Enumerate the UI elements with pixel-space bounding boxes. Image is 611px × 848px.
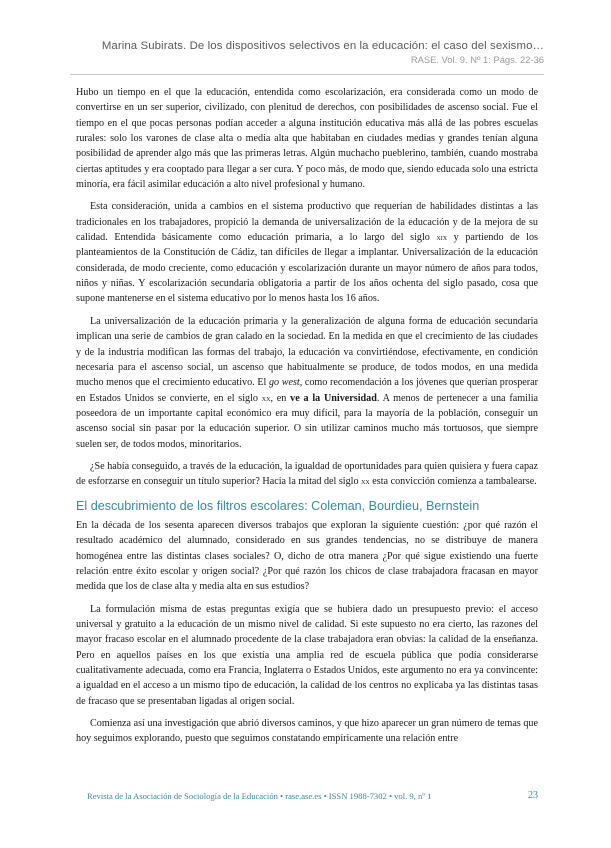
paragraph-3-text-d: . A menos de pertenecer a una familia poseedora de un importante capital económico era muy difícil, para la mayoría de la población, conseguir un ascenso social sin pasar por la educación superior. O sin utilizar caminos mucho más tortuosos, que siempre suelen ser, de todos modos, minoritarios. bbox=[76, 392, 539, 450]
paragraph-3-text-b: , como recomendación a los jóvenes que querían prosperar en Estados Unidos se convierte, en el siglo bbox=[76, 377, 538, 404]
paragraph-1: Hubo un tiempo en el que la educación, entendida como escolarización, era considerada como un modo de convertirse en un ser superior, civilizado, con plenitud de derechos, con posibilidades de ascenso social. Fue el tiempo en el que pocas personas podían acceder a alguna institución educativa más allá de las pobres escuelas rurales: solo los varones de clase alta o media alta que habitaban en ciudades medias y grandes tenían alguna posibilidad de aprender algo más que las primeras letras. Algún muchacho pueblerino, también, cuando mostraba ciertas aptitudes y era cooptado para llegar a ser cura. Y poco más, de modo que, siendo educada solo una estricta minoría, era fácil asimilar educación a alto nivel profesional y humano. bbox=[76, 87, 538, 191]
header-title: Marina Subirats. De los dispositivos selectivos en la educación: el caso del sexismo… bbox=[101, 40, 544, 52]
universidad-bold: ve a la Universidad bbox=[290, 392, 377, 404]
century-xix: xix bbox=[436, 232, 448, 243]
header-journal-ref: RASE. Vol. 9. Nº 1: Págs. 22-36 bbox=[410, 54, 544, 65]
go-west-italic: go west bbox=[268, 377, 300, 389]
paragraph-5: En la década de los sesenta aparecen diversos trabajos que exploran la siguiente cuestión: ¿por qué razón el resultado académico del alumnado, considerado en sus grandes tendencias, no se distribuye de manera homogénea entre las distintas clases sociales? O, dicho de otra manera ¿Por qué sigue existiendo una fuerte relación entre éxito escolar y origen social? ¿Por qué razón los chicos de clase trabajadora fracasan en mayor medida que los de clase alta y media alta en sus estudios? bbox=[76, 519, 538, 593]
header-divider bbox=[70, 74, 544, 75]
footer-journal: Revista de la Asociación de Sociología de la Educación • rase.ase.es • ISSN 1988-7302 • vol. 9, nº 1 bbox=[87, 791, 432, 801]
paragraph-2-text-a: Esta consideración, unida a cambios en el sistema productivo que requerían de habilidades distintas a las tradicionales en los trabajadores, propició la demanda de universalización de la educación y de la mejora de su calidad. Entendida básicamente como educación primaria, a lo largo del siglo bbox=[76, 201, 538, 244]
running-header bbox=[0, 40, 544, 65]
paragraph-7: Comienza así una investigación que abrió diversos caminos, y que hizo aparecer un gran número de temas que hoy seguimos explorando, puesto que seguimos constatando empíricamente una relación entre bbox=[76, 718, 538, 745]
paragraph-3 bbox=[76, 314, 538, 452]
page-number: 23 bbox=[528, 790, 538, 801]
century-xx-2: xx bbox=[361, 476, 370, 487]
century-xx: xx bbox=[261, 392, 271, 403]
paragraph-3-text-a: La universalización de la educación primaria y la generalización de alguna forma de educación secundaria implican una serie de cambios de gran calado en la sociedad. En la medida en que el crecimiento de las ciudades y de la industria modifican las formas del trabajo, la educación va convirtiéndose, efectivamente, en condición necesaria para el ascenso social, un ascenso que habitualmente se produce, de todos modos, en una medida mucho menos que el crecimiento educativo. El bbox=[76, 315, 538, 389]
article-body bbox=[76, 85, 538, 754]
paragraph-2 bbox=[76, 199, 538, 306]
section-heading: El descubrimiento de los filtros escolares: Coleman, Bourdieu, Bernstein bbox=[76, 498, 480, 513]
paragraph-2-text-b: y partiendo de los planteamientos de la Constitución de Cádiz, tan difíciles de llegar a implantar. Universalización de la educación considerada, de modo creciente, como educación y escolarización durante un mayor número de años para todos, niños y niñas. Y escolarización secundaria obligatoria a partir de los años ochenta del siglo pasado, cosa que supone mantenerse en el sistema educativo por lo menos hasta los 16 años. bbox=[76, 232, 539, 305]
paragraph-4 bbox=[76, 459, 538, 490]
paragraph-3-text-c: , en bbox=[270, 392, 291, 404]
paragraph-6: La formulación misma de estas preguntas exigía que se hubiera dado un presupuesto previo: el acceso universal y gratuito a la educación de un mismo nivel de calidad. Si este supuesto no era cierto, las razones del mayor fracaso escolar en el alumnado procedente de la clase trabajadora eran obvias: la calidad de la enseñanza. Pero en aquellos países en los que existía una amplia red de escuela pública que podía considerarse cualitativamente adecuada, como era Francia, Inglaterra o Estados Unidos, este argumento no era ya convincente: a igualdad en el acceso a un mismo tipo de educación, la calidad de los centros no explicaba ya las distintas tasas de fracaso que se presentaban ligadas al origen social. bbox=[76, 603, 538, 707]
paragraph-4-text-b: esta convicción comienza a tambalearse. bbox=[369, 476, 537, 488]
paragraph-4-text-a: ¿Se había conseguido, a través de la educación, la igualdad de oportunidades para quien quisiera y fuera capaz de esforzarse en conseguir un título superior? Hacia la mitad del siglo bbox=[76, 460, 538, 488]
